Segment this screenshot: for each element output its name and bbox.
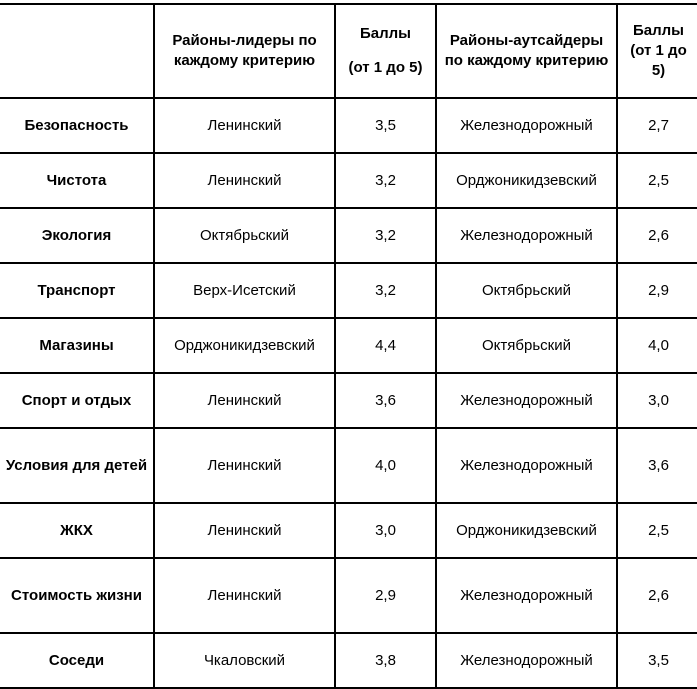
- leader-score-cell: 3,2: [335, 208, 436, 263]
- leader-score-cell: 3,6: [335, 373, 436, 428]
- outsider-district-cell: Орджоникидзевский: [436, 153, 617, 208]
- outsider-district-cell: Орджоникидзевский: [436, 503, 617, 558]
- outsider-score-cell: 3,0: [617, 373, 697, 428]
- header-outsiders: Районы-аутсайдеры по каждому критерию: [436, 4, 617, 98]
- leader-district-cell: Октябрьский: [154, 208, 335, 263]
- outsider-district-cell: Железнодорожный: [436, 558, 617, 633]
- outsider-score-cell: 2,6: [617, 558, 697, 633]
- outsider-score-cell: 2,5: [617, 153, 697, 208]
- outsider-district-cell: Железнодорожный: [436, 98, 617, 153]
- leader-district-cell: Орджоникидзевский: [154, 318, 335, 373]
- leader-score-cell: 3,8: [335, 633, 436, 688]
- district-ratings-table: [0, 3, 697, 689]
- outsider-district-cell: Железнодорожный: [436, 428, 617, 503]
- table-row: [0, 263, 697, 318]
- outsider-score-cell: 3,6: [617, 428, 697, 503]
- leader-score-cell: 3,0: [335, 503, 436, 558]
- header-leader-score-range: (от 1 до 5): [348, 59, 423, 76]
- outsider-score-cell: 2,7: [617, 98, 697, 153]
- table-row: [0, 428, 697, 503]
- header-leader-score-title: Баллы: [360, 25, 411, 42]
- criterion-cell: ЖКХ: [0, 503, 154, 558]
- outsider-score-cell: 2,5: [617, 503, 697, 558]
- outsider-district-cell: Железнодорожный: [436, 208, 617, 263]
- leader-district-cell: Ленинский: [154, 98, 335, 153]
- leader-score-cell: 4,0: [335, 428, 436, 503]
- table-row: [0, 558, 697, 633]
- outsider-district-cell: Октябрьский: [436, 263, 617, 318]
- header-outsider-score: Баллы (от 1 до 5): [617, 4, 697, 98]
- leader-score-cell: 3,5: [335, 98, 436, 153]
- leader-score-cell: 4,4: [335, 318, 436, 373]
- outsider-score-cell: 2,6: [617, 208, 697, 263]
- leader-district-cell: Ленинский: [154, 373, 335, 428]
- leader-score-cell: 3,2: [335, 153, 436, 208]
- table-row: [0, 208, 697, 263]
- table-row: [0, 503, 697, 558]
- header-criterion: [0, 4, 154, 98]
- leader-score-cell: 3,2: [335, 263, 436, 318]
- table-row: [0, 153, 697, 208]
- header-leader-score: [335, 4, 436, 98]
- table-row: [0, 633, 697, 688]
- outsider-district-cell: Железнодорожный: [436, 633, 617, 688]
- criterion-cell: Стоимость жизни: [0, 558, 154, 633]
- criterion-cell: Соседи: [0, 633, 154, 688]
- outsider-score-cell: 2,9: [617, 263, 697, 318]
- criterion-cell: Условия для детей: [0, 428, 154, 503]
- criterion-cell: Спорт и отдых: [0, 373, 154, 428]
- outsider-score-cell: 4,0: [617, 318, 697, 373]
- table-row: [0, 98, 697, 153]
- table-row: [0, 373, 697, 428]
- leader-score-cell: 2,9: [335, 558, 436, 633]
- criterion-cell: Чистота: [0, 153, 154, 208]
- criterion-cell: Магазины: [0, 318, 154, 373]
- leader-district-cell: Ленинский: [154, 153, 335, 208]
- leader-district-cell: Ленинский: [154, 558, 335, 633]
- leader-district-cell: Ленинский: [154, 503, 335, 558]
- outsider-district-cell: Октябрьский: [436, 318, 617, 373]
- criterion-cell: Экология: [0, 208, 154, 263]
- leader-district-cell: Чкаловский: [154, 633, 335, 688]
- outsider-score-cell: 3,5: [617, 633, 697, 688]
- criterion-cell: Транспорт: [0, 263, 154, 318]
- header-row: [0, 4, 697, 98]
- criterion-cell: Безопасность: [0, 98, 154, 153]
- table-row: [0, 318, 697, 373]
- header-leaders: Районы-лидеры по каждому критерию: [154, 4, 335, 98]
- outsider-district-cell: Железнодорожный: [436, 373, 617, 428]
- leader-district-cell: Ленинский: [154, 428, 335, 503]
- leader-district-cell: Верх-Исетский: [154, 263, 335, 318]
